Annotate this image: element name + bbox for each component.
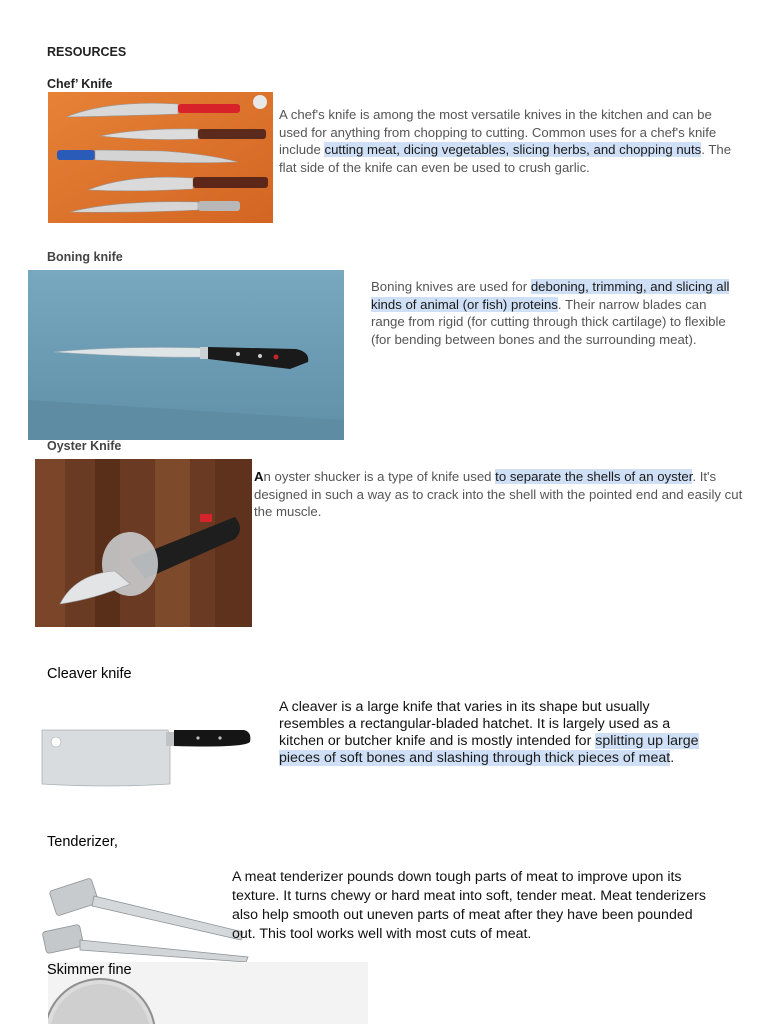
oyster-knife-description [254,468,746,521]
boning-text: Boning knives are used for [371,279,531,294]
tenderizer-heading: Tenderizer, [47,834,118,850]
tenderizer-description: A meat tenderizer pounds down tough parts of meat to improve upon its texture. It turns chewy or hard meat into soft, tender meat. Meat tenderizers also help smooth out uneven parts of meat after they have been pounded out. This tool works well with most cuts of meat. [232,869,706,942]
chef-highlight: cutting meat, dicing vegetables, slicing herbs, and chopping nuts [324,142,702,158]
oyster-knife-heading: Oyster Knife [47,439,122,453]
cleaver-knife-heading: Cleaver knife [47,666,132,682]
boning-knife-description [371,278,743,348]
cleaver-highlight: splitting up large pieces of soft bones and slashing through thick pieces of meat [279,733,699,766]
boning-knife-image [28,270,344,440]
skimmer-heading: Skimmer fine [47,962,132,978]
cleaver-text-end: . [670,750,675,766]
cleaver-knife-description [279,699,719,767]
boning-knife-heading: Boning knife [47,250,123,264]
cleaver-text: A cleaver is a large knife that varies in its shape but usually resembles a rectangular-bladed hatchet. It is largely used as a kitchen or butcher knife and is mostly intended for [279,699,671,749]
oyster-text: n oyster shucker is a type of knife used [263,469,496,484]
chef-knife-image [48,92,273,223]
chef-knife-description [279,106,741,176]
oyster-lead: A [254,469,264,484]
oyster-knife-image [35,459,252,627]
page-title: RESOURCES [47,45,127,59]
chef-knife-heading: Chef’ Knife [47,77,113,91]
chef-text-end: . The flat side of the knife can even be used to crush garlic. [279,142,732,175]
cleaver-knife-image [38,718,254,790]
boning-highlight: deboning, trimming, and slicing all kinds of animal (or fish) proteins [371,279,730,312]
boning-text-end: . Their narrow blades can range from rigid (for cutting through thick cartilage) to flexible (for bending between bones and the surrounding meat). [371,296,726,347]
oyster-highlight: to separate the shells of an oyster [495,469,693,484]
oyster-text-end: . It's designed in such a way as to crack into the shell with the pointed end and easily cut the muscle. [254,469,743,520]
chef-text: A chef's knife is among the most versatile knives in the kitchen and can be used for anything from chopping to cutting. Common uses for a chef's knife include [279,107,717,158]
